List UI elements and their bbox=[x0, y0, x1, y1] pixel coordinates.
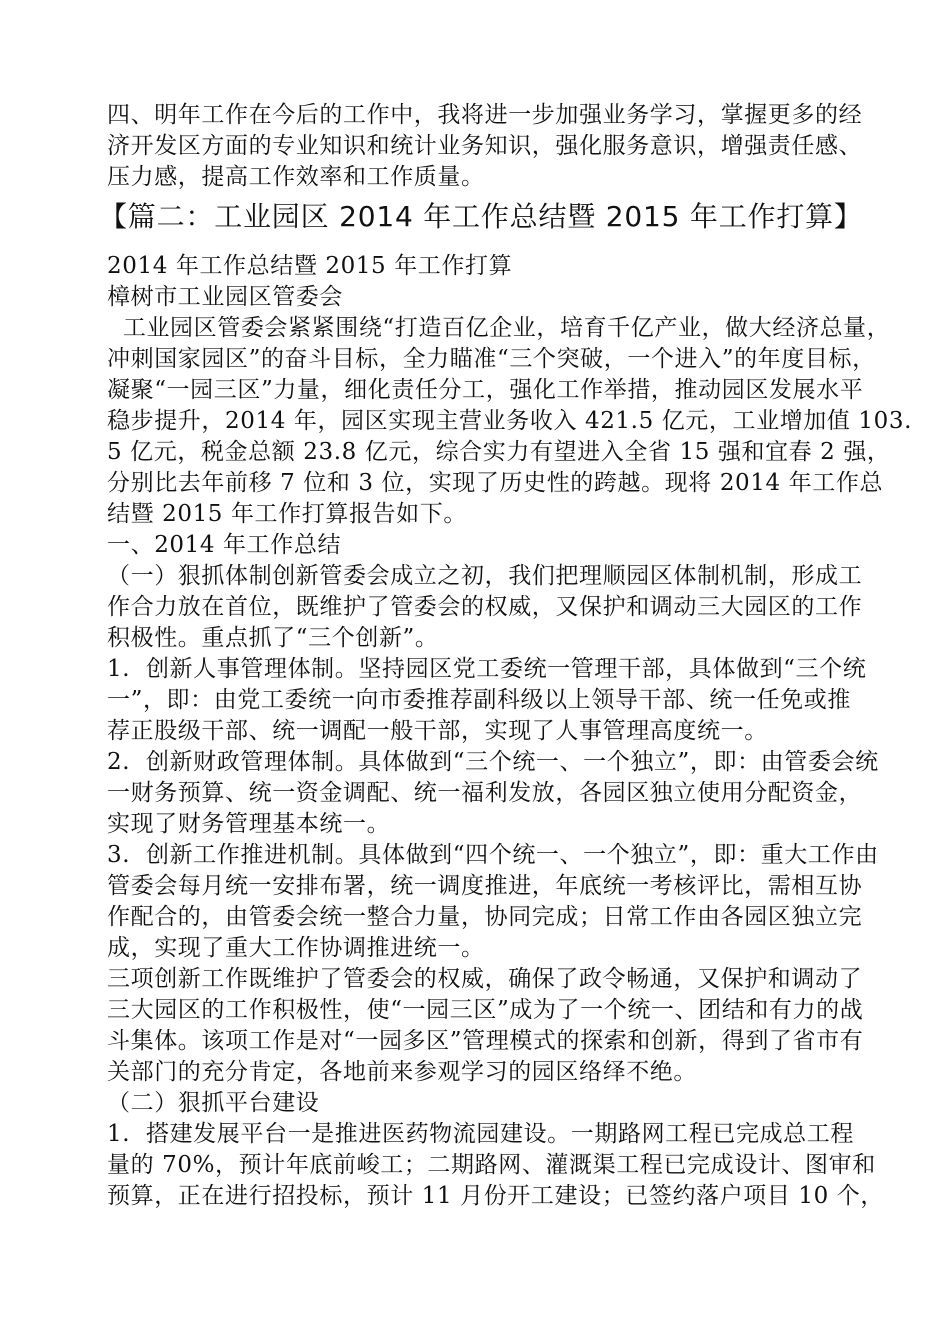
document-subtitle: 2014 年工作总结暨 2015 年工作打算 bbox=[107, 253, 513, 279]
text-line: 2. 创新财政管理体制。具体做到“三个统一、一个独立”，即：由管委会统 bbox=[107, 749, 879, 775]
section-title: 一、2014 年工作总结 bbox=[107, 532, 342, 558]
section-title: （二）狠抓平台建设 bbox=[107, 1090, 320, 1116]
text-line: 荐正股级干部、统一调配一般干部，实现了人事管理高度统一。 bbox=[107, 718, 768, 744]
text-line: 量的 70%，预计年底前峻工；二期路网、灌溉渠工程已完成设计、图审和 bbox=[107, 1152, 876, 1178]
text-line: 管委会每月统一安排布署，统一调度推进，年底统一考核评比，需相互协 bbox=[107, 873, 863, 899]
text-line: 关部门的充分肯定，各地前来参观学习的园区络绎不绝。 bbox=[107, 1059, 697, 1085]
text-line: 济开发区方面的专业知识和统计业务知识，强化服务意识，增强责任感、 bbox=[107, 133, 863, 159]
text-line: 1. 搭建发展平台一是推进医药物流园建设。一期路网工程已完成总工程 bbox=[107, 1121, 854, 1147]
text-line: 冲刺国家园区”的奋斗目标，全力瞄准“三个突破，一个进入”的年度目标， bbox=[107, 346, 876, 372]
body-text bbox=[107, 313, 913, 1212]
text-line: 1. 创新人事管理体制。坚持园区党工委统一管理干部，具体做到“三个统 bbox=[107, 656, 867, 682]
text-line: 一”，即：由党工委统一向市委推荐副科级以上领导干部、统一任免或推 bbox=[107, 687, 851, 713]
text-line: 5 亿元，税金总额 23.8 亿元，综合实力有望进入全省 15 强和宜春 2 强， bbox=[107, 439, 891, 465]
text-line: 稳步提升，2014 年，园区实现主营业务收入 421.5 亿元，工业增加值 103. bbox=[107, 408, 913, 434]
text-line: 结暨 2015 年工作打算报告如下。 bbox=[107, 501, 467, 527]
text-line: 压力感，提高工作效率和工作质量。 bbox=[107, 164, 485, 190]
text-line: 斗集体。该项工作是对“一园多区”管理模式的探索和创新，得到了省市有 bbox=[107, 1028, 864, 1054]
text-line: 一财务预算、统一资金调配、统一福利发放，各园区独立使用分配资金， bbox=[107, 780, 863, 806]
intro-paragraph bbox=[107, 100, 867, 193]
text-line: （一）狠抓体制创新管委会成立之初，我们把理顺园区体制机制，形成工 bbox=[107, 563, 863, 589]
text-line: 工业园区管委会紧紧围绕“打造百亿企业，培育千亿产业，做大经济总量， bbox=[107, 315, 891, 341]
text-line: 预算，正在进行招投标，预计 11 月份开工建设；已签约落户项目 10 个， bbox=[107, 1183, 884, 1209]
text-line: 实现了财务管理基本统一。 bbox=[107, 811, 391, 837]
text-line: 四、明年工作在今后的工作中，我将进一步加强业务学习，掌握更多的经 bbox=[107, 102, 863, 128]
text-line: 三项创新工作既维护了管委会的权威，确保了政令畅通，又保护和调动了 bbox=[107, 966, 863, 992]
organization-name: 樟树市工业园区管委会 bbox=[107, 284, 343, 310]
text-line: 分别比去年前移 7 位和 3 位，实现了历史性的跨越。现将 2014 年工作总 bbox=[107, 470, 884, 496]
text-line: 凝聚“一园三区”力量，细化责任分工，强化工作举措，推动园区发展水平 bbox=[107, 377, 864, 403]
document-page bbox=[99, 100, 913, 1212]
text-line: 3. 创新工作推进机制。具体做到“四个统一、一个独立”，即：重大工作由 bbox=[107, 842, 879, 868]
text-line: 作配合的，由管委会统一整合力量，协同完成；日常工作由各园区独立完 bbox=[107, 904, 863, 930]
text-line: 积极性。重点抓了“三个创新”。 bbox=[107, 625, 439, 651]
text-line: 作合力放在首位，既维护了管委会的权威，又保护和调动三大园区的工作 bbox=[107, 594, 863, 620]
text-line: 成，实现了重大工作协调推进统一。 bbox=[107, 935, 485, 961]
section-heading: 【篇二：工业园区 2014 年工作总结暨 2015 年工作打算】 bbox=[99, 200, 863, 233]
text-line: 三大园区的工作积极性，使“一园三区”成为了一个统一、团结和有力的战 bbox=[107, 997, 864, 1023]
